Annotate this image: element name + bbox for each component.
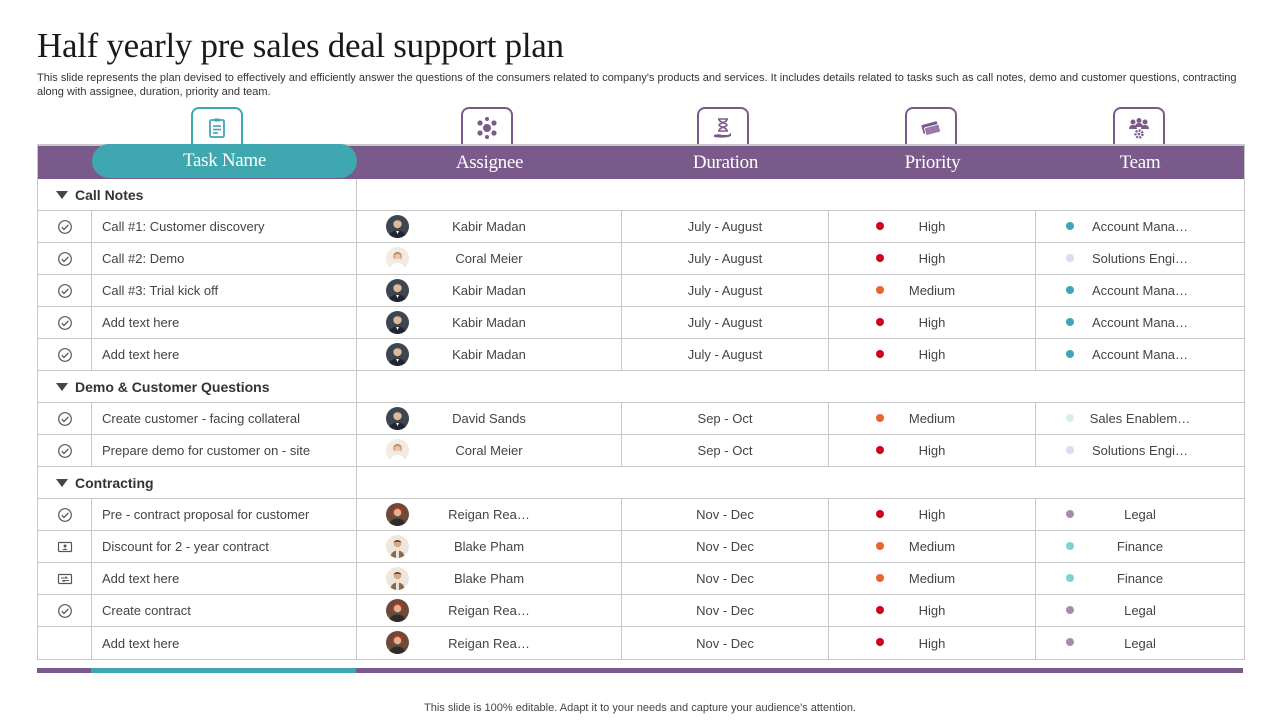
team-cell <box>1036 595 1244 626</box>
priority-label: High <box>918 443 946 458</box>
priority-label: Medium <box>908 411 956 426</box>
id-card-icon[interactable] <box>57 539 73 555</box>
priority-dot <box>876 222 884 230</box>
assignee-cell <box>357 275 622 306</box>
table-row <box>38 531 1244 563</box>
tickets-icon <box>905 107 957 147</box>
group-row[interactable] <box>38 467 1244 499</box>
priority-cell <box>829 435 1036 466</box>
priority-cell <box>829 531 1036 562</box>
priority-label: Medium <box>908 571 956 586</box>
status-cell <box>38 595 92 626</box>
table-row <box>38 339 1244 371</box>
task-name: Prepare demo for customer on - site <box>92 435 357 466</box>
avatar <box>386 599 409 622</box>
team-label: Solutions Engi… <box>1091 443 1189 458</box>
priority-dot <box>876 510 884 518</box>
status-cell <box>38 243 92 274</box>
team-cell <box>1036 275 1244 306</box>
duration: Nov - Dec <box>622 595 829 626</box>
table-row <box>38 595 1244 627</box>
table-bottom-bar <box>37 668 1243 673</box>
assignee-cell <box>357 211 622 242</box>
table-row <box>38 211 1244 243</box>
team-gear-icon <box>1113 107 1165 147</box>
team-dot <box>1066 510 1074 518</box>
status-cell <box>38 499 92 530</box>
priority-dot <box>876 446 884 454</box>
duration: Sep - Oct <box>622 403 829 434</box>
col-header-duration: Duration <box>692 151 759 173</box>
check-circle-icon[interactable] <box>57 283 73 299</box>
team-cell <box>1036 339 1244 370</box>
footer-note: This slide is 100% editable. Adapt it to your needs and capture your audience's attention. <box>424 702 856 714</box>
priority-dot <box>876 350 884 358</box>
duration: Nov - Dec <box>622 563 829 594</box>
assignee-cell <box>357 627 622 659</box>
group-name: Call Notes <box>75 186 144 203</box>
assignee-cell <box>357 339 622 370</box>
task-name: Call #1: Customer discovery <box>92 211 357 242</box>
team-label: Account Mana… <box>1091 219 1189 234</box>
table-row <box>38 627 1244 659</box>
priority-label: High <box>918 507 946 522</box>
avatar <box>386 567 409 590</box>
priority-dot <box>876 254 884 262</box>
check-circle-icon[interactable] <box>57 603 73 619</box>
assignee-name: Reigan Rea… <box>448 603 530 618</box>
table-row <box>38 307 1244 339</box>
team-label: Legal <box>1124 635 1156 651</box>
task-name: Add text here <box>92 563 357 594</box>
group-header[interactable] <box>38 467 357 498</box>
avatar <box>386 535 409 558</box>
team-cell <box>1036 211 1244 242</box>
assignee-cell <box>357 243 622 274</box>
check-circle-icon[interactable] <box>57 347 73 363</box>
priority-label: Medium <box>908 539 956 554</box>
card-arrow-icon[interactable] <box>57 571 73 587</box>
avatar <box>386 439 409 462</box>
table-row <box>38 243 1244 275</box>
priority-cell <box>829 275 1036 306</box>
priority-dot <box>876 542 884 550</box>
duration: July - August <box>622 307 829 338</box>
priority-dot <box>876 638 884 646</box>
task-name: Create contract <box>92 595 357 626</box>
assignee-name: Reigan Rea… <box>448 507 530 522</box>
group-name: Contracting <box>75 474 154 491</box>
check-circle-icon[interactable] <box>57 315 73 331</box>
duration: July - August <box>622 275 829 306</box>
team-label: Finance <box>1116 539 1164 554</box>
avatar <box>386 407 409 430</box>
task-name: Call #2: Demo <box>92 243 357 274</box>
people-network-icon <box>461 107 513 147</box>
assignee-name: Kabir Madan <box>452 347 526 362</box>
table-header <box>38 144 1244 179</box>
table-row <box>38 499 1244 531</box>
col-header-team: Team <box>1119 151 1161 173</box>
avatar <box>386 247 409 270</box>
assignee-cell <box>357 403 622 434</box>
assignee-cell <box>357 435 622 466</box>
team-cell <box>1036 403 1244 434</box>
priority-cell <box>829 627 1036 659</box>
avatar <box>386 503 409 526</box>
table-body <box>38 179 1244 659</box>
team-cell <box>1036 531 1244 562</box>
check-circle-icon[interactable] <box>57 443 73 459</box>
priority-cell <box>829 307 1036 338</box>
avatar <box>386 343 409 366</box>
team-dot <box>1066 638 1074 646</box>
task-name: Add text here <box>92 307 357 338</box>
priority-dot <box>876 574 884 582</box>
status-cell <box>38 435 92 466</box>
assignee-name: Kabir Madan <box>452 219 526 234</box>
team-label: Account Mana… <box>1091 315 1189 330</box>
check-circle-icon[interactable] <box>57 507 73 523</box>
assignee-name: Coral Meier <box>455 251 523 266</box>
group-header[interactable] <box>38 371 357 402</box>
team-label: Sales Enablem… <box>1089 411 1191 426</box>
check-circle-icon[interactable] <box>57 251 73 267</box>
team-dot <box>1066 350 1074 358</box>
task-name: Add text here <box>92 627 357 659</box>
table-row <box>38 275 1244 307</box>
priority-label: High <box>918 347 946 362</box>
priority-dot <box>876 606 884 614</box>
collapse-triangle-icon[interactable] <box>56 383 68 391</box>
team-dot <box>1066 446 1074 454</box>
assignee-name: Kabir Madan <box>452 283 526 298</box>
status-cell <box>38 339 92 370</box>
priority-label: High <box>918 635 946 651</box>
assignee-cell <box>357 307 622 338</box>
team-cell <box>1036 563 1244 594</box>
priority-cell <box>829 211 1036 242</box>
priority-label: High <box>918 315 946 330</box>
collapse-triangle-icon[interactable] <box>56 479 68 487</box>
task-name: Pre - contract proposal for customer <box>92 499 357 530</box>
table-row <box>38 435 1244 467</box>
duration: July - August <box>622 211 829 242</box>
assignee-name: Blake Pham <box>453 571 525 586</box>
status-cell <box>38 531 92 562</box>
task-name: Discount for 2 - year contract <box>92 531 357 562</box>
priority-cell <box>829 595 1036 626</box>
priority-label: Medium <box>908 283 956 298</box>
avatar <box>386 631 409 654</box>
team-dot <box>1066 254 1074 262</box>
clipboard-icon <box>191 107 243 147</box>
assignee-cell <box>357 595 622 626</box>
group-row[interactable] <box>38 179 1244 211</box>
assignee-name: David Sands <box>452 411 526 426</box>
priority-cell <box>829 563 1036 594</box>
task-name: Call #3: Trial kick off <box>92 275 357 306</box>
check-circle-icon[interactable] <box>57 219 73 235</box>
priority-label: High <box>918 251 946 266</box>
priority-cell <box>829 339 1036 370</box>
check-circle-icon[interactable] <box>57 411 73 427</box>
team-cell <box>1036 627 1244 659</box>
duration: Nov - Dec <box>622 499 829 530</box>
team-cell <box>1036 435 1244 466</box>
assignee-name: Reigan Rea… <box>448 635 530 651</box>
status-cell <box>38 307 92 338</box>
team-label: Legal <box>1124 603 1156 618</box>
table-row <box>38 563 1244 595</box>
priority-cell <box>829 403 1036 434</box>
team-dot <box>1066 542 1074 550</box>
col-header-assignee: Assignee <box>455 151 524 173</box>
avatar <box>386 279 409 302</box>
team-label: Legal <box>1124 507 1156 522</box>
avatar <box>386 311 409 334</box>
assignee-name: Blake Pham <box>453 539 525 554</box>
team-dot <box>1066 606 1074 614</box>
priority-label: High <box>918 603 946 618</box>
team-dot <box>1066 414 1074 422</box>
team-dot <box>1066 318 1074 326</box>
team-dot <box>1066 286 1074 294</box>
team-label: Finance <box>1116 571 1164 586</box>
team-label: Account Mana… <box>1091 347 1189 362</box>
duration: Nov - Dec <box>622 531 829 562</box>
status-cell <box>38 275 92 306</box>
status-cell <box>38 211 92 242</box>
group-header[interactable] <box>38 179 357 210</box>
assignee-name: Kabir Madan <box>452 315 526 330</box>
group-name: Demo & Customer Questions <box>75 378 270 395</box>
team-dot <box>1066 574 1074 582</box>
table-row <box>38 403 1244 435</box>
assignee-cell <box>357 499 622 530</box>
task-table <box>37 144 1245 660</box>
priority-dot <box>876 286 884 294</box>
priority-dot <box>876 414 884 422</box>
priority-cell <box>829 243 1036 274</box>
assignee-name: Coral Meier <box>455 443 523 458</box>
team-cell <box>1036 243 1244 274</box>
group-row[interactable] <box>38 371 1244 403</box>
avatar <box>386 215 409 238</box>
duration: July - August <box>622 339 829 370</box>
assignee-cell <box>357 563 622 594</box>
status-cell <box>38 403 92 434</box>
priority-dot <box>876 318 884 326</box>
team-cell <box>1036 307 1244 338</box>
duration: July - August <box>622 243 829 274</box>
task-name: Create customer - facing collateral <box>92 403 357 434</box>
status-cell <box>38 563 92 594</box>
priority-cell <box>829 499 1036 530</box>
page-title: Half yearly pre sales deal support plan <box>37 26 564 65</box>
status-cell <box>38 627 92 659</box>
team-label: Account Mana… <box>1091 283 1189 298</box>
team-cell <box>1036 499 1244 530</box>
col-header-priority: Priority <box>904 151 961 173</box>
assignee-cell <box>357 531 622 562</box>
duration: Nov - Dec <box>622 627 829 659</box>
hourglass-hand-icon <box>697 107 749 147</box>
task-name: Add text here <box>92 339 357 370</box>
collapse-triangle-icon[interactable] <box>56 191 68 199</box>
col-header-task-name: Task Name <box>92 144 357 178</box>
duration: Sep - Oct <box>622 435 829 466</box>
priority-label: High <box>918 219 946 234</box>
page-description: This slide represents the plan devised to effectively and efficiently answer the questions of the consumers related to company's products and services. It includes details related to tasks such as call notes, demo and customer questions, contracting along with assignee, duration, priority and team. <box>37 72 1237 98</box>
team-dot <box>1066 222 1074 230</box>
team-label: Solutions Engi… <box>1091 251 1189 266</box>
